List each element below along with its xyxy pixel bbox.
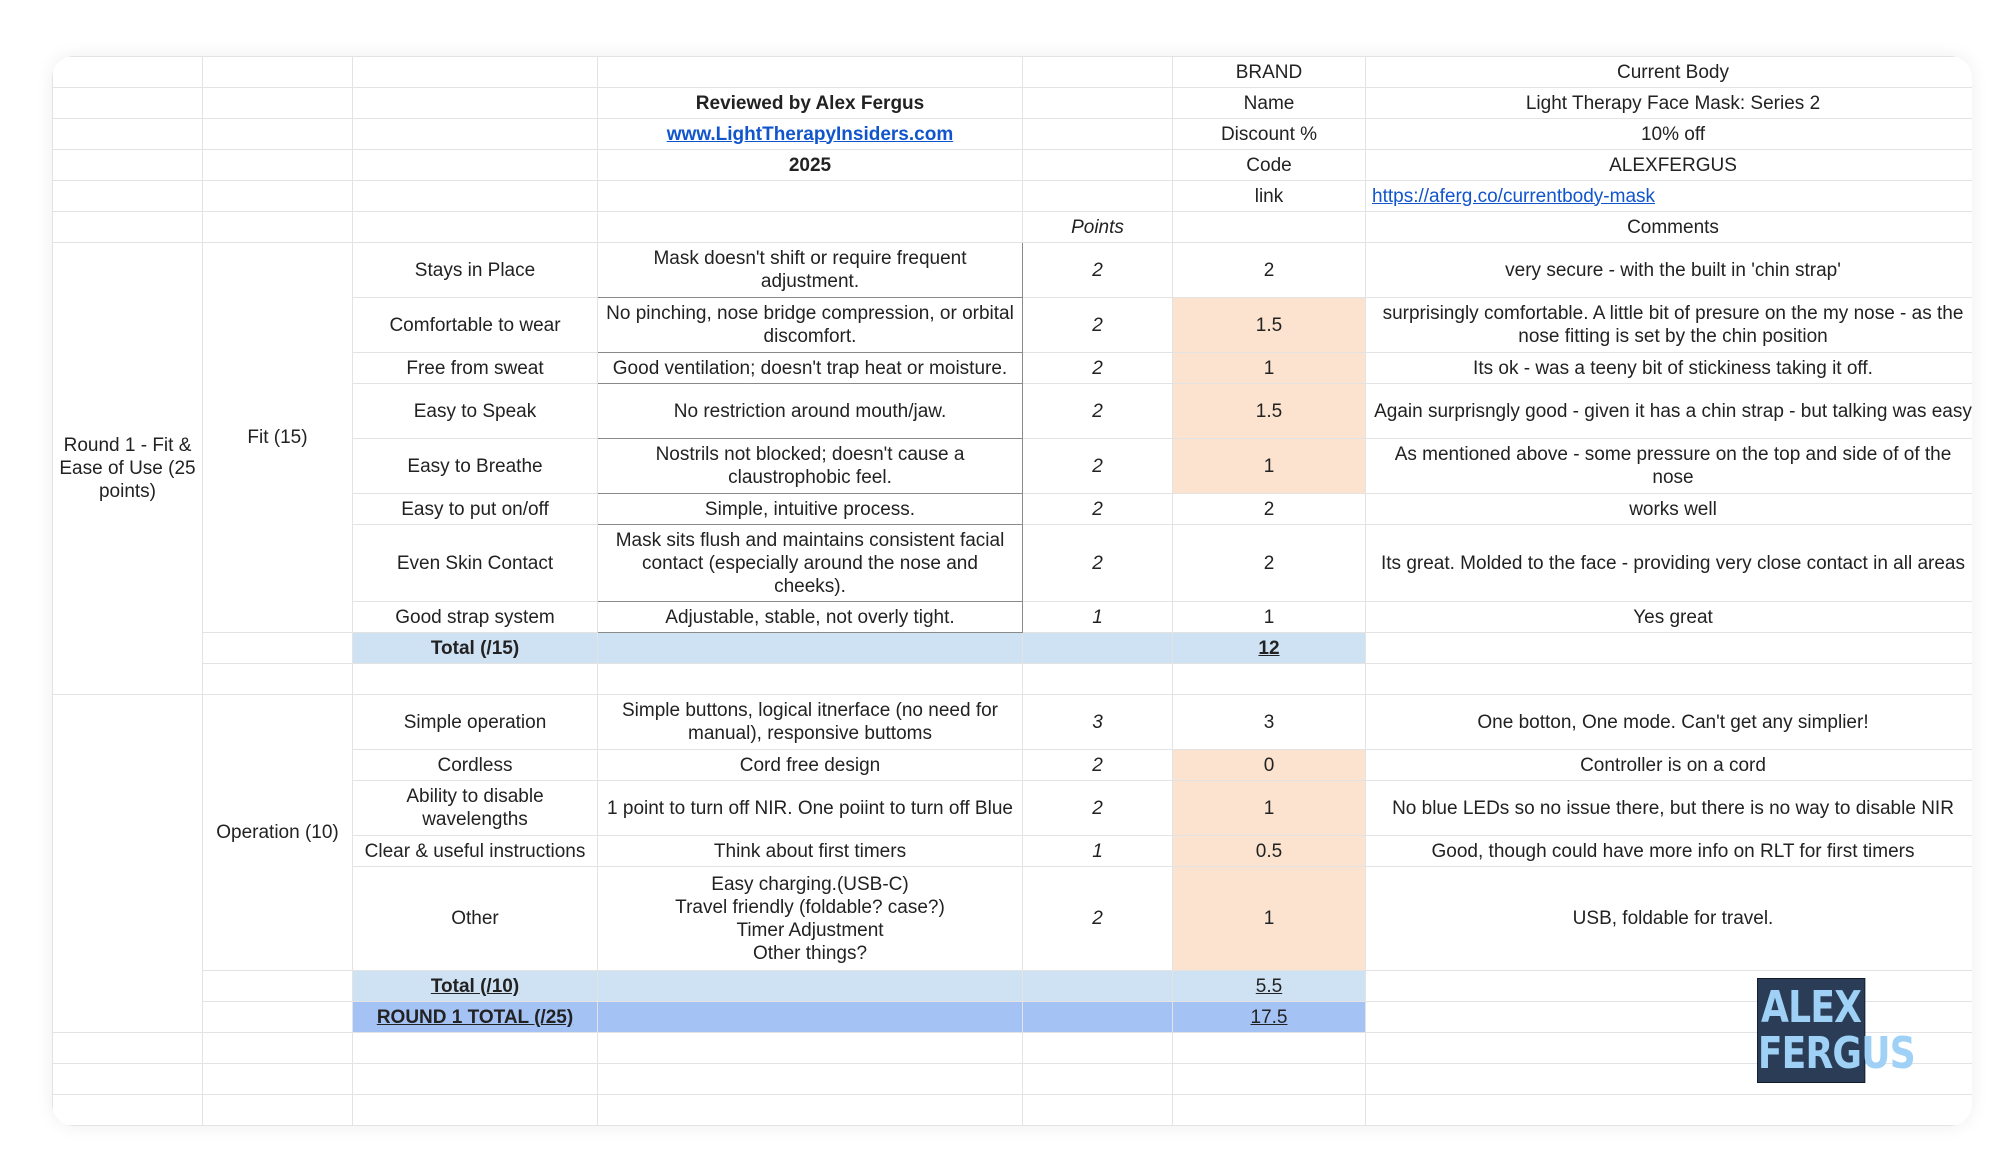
- scorecard-grid: [52, 56, 1972, 1126]
- description[interactable]: Think about first timers: [598, 836, 1023, 867]
- header-row-brand: [53, 57, 1973, 88]
- comment[interactable]: surprisingly comfortable. A little bit of presure on the my nose - as the nose fitting is set by the chin position: [1366, 298, 1973, 353]
- description[interactable]: Mask doesn't shift or require frequent adjustment.: [598, 243, 1023, 298]
- link-label[interactable]: link: [1173, 181, 1366, 212]
- score[interactable]: 1.5: [1173, 384, 1366, 439]
- comment[interactable]: Yes great: [1366, 602, 1973, 633]
- table-row: [53, 695, 1973, 750]
- header-row-discount: [53, 119, 1973, 150]
- max-points[interactable]: 3: [1023, 695, 1173, 750]
- max-points[interactable]: 2: [1023, 353, 1173, 384]
- comment[interactable]: USB, foldable for travel.: [1366, 867, 1973, 971]
- score[interactable]: 1.5: [1173, 298, 1366, 353]
- discount-value[interactable]: 10% off: [1366, 119, 1973, 150]
- code-value[interactable]: ALEXFERGUS: [1366, 150, 1973, 181]
- score[interactable]: 2: [1173, 243, 1366, 298]
- criterion[interactable]: Cordless: [353, 750, 598, 781]
- criterion[interactable]: Comfortable to wear: [353, 298, 598, 353]
- fit-total-row: [53, 633, 1973, 664]
- comment[interactable]: Good, though could have more info on RLT for first timers: [1366, 836, 1973, 867]
- code-label[interactable]: Code: [1173, 150, 1366, 181]
- criterion[interactable]: Easy to Speak: [353, 384, 598, 439]
- max-points[interactable]: 2: [1023, 298, 1173, 353]
- score[interactable]: 0: [1173, 750, 1366, 781]
- comment[interactable]: No blue LEDs so no issue there, but there is no way to disable NIR: [1366, 781, 1973, 836]
- max-points[interactable]: 2: [1023, 781, 1173, 836]
- fit-total-value[interactable]: 12: [1173, 633, 1366, 664]
- affiliate-link[interactable]: https://aferg.co/currentbody-mask: [1372, 185, 1656, 207]
- empty-row: [53, 1064, 1973, 1095]
- description[interactable]: Nostrils not blocked; doesn't cause a claustrophobic feel.: [598, 439, 1023, 494]
- comment[interactable]: Its great. Molded to the face - providing very close contact in all areas: [1366, 525, 1973, 602]
- score[interactable]: 1: [1173, 439, 1366, 494]
- reviewed-by[interactable]: Reviewed by Alex Fergus: [598, 88, 1023, 119]
- description[interactable]: No restriction around mouth/jaw.: [598, 384, 1023, 439]
- comment[interactable]: Its ok - was a teeny bit of stickiness taking it off.: [1366, 353, 1973, 384]
- max-points[interactable]: 2: [1023, 867, 1173, 971]
- header-row-link: [53, 181, 1973, 212]
- description[interactable]: Mask sits flush and maintains consistent facial contact (especially around the nose and cheeks).: [598, 525, 1023, 602]
- logo-line-1: ALEX: [1761, 981, 1862, 1033]
- header-row-code: [53, 150, 1973, 181]
- name-label[interactable]: Name: [1173, 88, 1366, 119]
- description[interactable]: Good ventilation; doesn't trap heat or moisture.: [598, 353, 1023, 384]
- description[interactable]: Adjustable, stable, not overly tight.: [598, 602, 1023, 633]
- criterion[interactable]: Even Skin Contact: [353, 525, 598, 602]
- max-points[interactable]: 2: [1023, 243, 1173, 298]
- round-total-row: [53, 1002, 1973, 1033]
- spreadsheet-card: [52, 56, 1972, 1126]
- description[interactable]: 1 point to turn off NIR. One poiint to turn off Blue: [598, 781, 1023, 836]
- score[interactable]: 2: [1173, 525, 1366, 602]
- empty-row: [53, 1095, 1973, 1126]
- criterion[interactable]: Other: [353, 867, 598, 971]
- score[interactable]: 1: [1173, 602, 1366, 633]
- fit-category-label[interactable]: Fit (15): [203, 243, 353, 633]
- description[interactable]: No pinching, nose bridge compression, or orbital discomfort.: [598, 298, 1023, 353]
- fit-total-label[interactable]: Total (/15): [353, 633, 598, 664]
- max-points[interactable]: 1: [1023, 836, 1173, 867]
- criterion[interactable]: Ability to disable wavelengths: [353, 781, 598, 836]
- description[interactable]: Simple buttons, logical itnerface (no need for manual), responsive buttoms: [598, 695, 1023, 750]
- operation-total-value[interactable]: 5.5: [1173, 971, 1366, 1002]
- round-total-label[interactable]: ROUND 1 TOTAL (/25): [353, 1002, 598, 1033]
- max-points[interactable]: 2: [1023, 750, 1173, 781]
- criterion[interactable]: Simple operation: [353, 695, 598, 750]
- score[interactable]: 3: [1173, 695, 1366, 750]
- max-points[interactable]: 2: [1023, 439, 1173, 494]
- alex-fergus-logo: [1757, 978, 1915, 1083]
- score[interactable]: 0.5: [1173, 836, 1366, 867]
- comments-column-header[interactable]: Comments: [1366, 212, 1973, 243]
- empty-row: [53, 1033, 1973, 1064]
- comment[interactable]: One botton, One mode. Can't get any simplier!: [1366, 695, 1973, 750]
- max-points[interactable]: 2: [1023, 525, 1173, 602]
- spacer-row: [53, 664, 1973, 695]
- operation-total-row: [53, 971, 1973, 1002]
- score[interactable]: 1: [1173, 353, 1366, 384]
- operation-category-label[interactable]: Operation (10): [203, 695, 353, 971]
- brand-label[interactable]: BRAND: [1173, 57, 1366, 88]
- round-label[interactable]: Round 1 - Fit & Ease of Use (25 points): [53, 243, 203, 695]
- score[interactable]: 1: [1173, 867, 1366, 971]
- discount-label[interactable]: Discount %: [1173, 119, 1366, 150]
- description[interactable]: Simple, intuitive process.: [598, 494, 1023, 525]
- criterion[interactable]: Stays in Place: [353, 243, 598, 298]
- table-row: [53, 243, 1973, 298]
- brand-value[interactable]: Current Body: [1366, 57, 1973, 88]
- max-points[interactable]: 1: [1023, 602, 1173, 633]
- points-column-header[interactable]: Points: [1023, 212, 1173, 243]
- header-row-name: [53, 88, 1973, 119]
- name-value[interactable]: Light Therapy Face Mask: Series 2: [1366, 88, 1973, 119]
- criterion[interactable]: Good strap system: [353, 602, 598, 633]
- criterion[interactable]: Clear & useful instructions: [353, 836, 598, 867]
- description[interactable]: Easy charging.(USB-C) Travel friendly (foldable? case?) Timer Adjustment Other things?: [598, 867, 1023, 971]
- criterion[interactable]: Free from sweat: [353, 353, 598, 384]
- score[interactable]: 2: [1173, 494, 1366, 525]
- criterion[interactable]: Easy to Breathe: [353, 439, 598, 494]
- header-row-columns: [53, 212, 1973, 243]
- review-year[interactable]: 2025: [598, 150, 1023, 181]
- site-link[interactable]: www.LightTherapyInsiders.com: [598, 119, 1023, 150]
- max-points[interactable]: 2: [1023, 384, 1173, 439]
- round-total-value[interactable]: 17.5: [1173, 1002, 1366, 1033]
- comment[interactable]: very secure - with the built in 'chin strap': [1366, 243, 1973, 298]
- comment[interactable]: works well: [1366, 494, 1973, 525]
- score[interactable]: 1: [1173, 781, 1366, 836]
- logo-line-2: FERGUS: [1757, 1027, 1915, 1079]
- max-points[interactable]: 2: [1023, 494, 1173, 525]
- comment[interactable]: Controller is on a cord: [1366, 750, 1973, 781]
- criterion[interactable]: Easy to put on/off: [353, 494, 598, 525]
- operation-total-label[interactable]: Total (/10): [353, 971, 598, 1002]
- empty-row: [53, 1126, 1973, 1127]
- description[interactable]: Cord free design: [598, 750, 1023, 781]
- comment[interactable]: As mentioned above - some pressure on the top and side of of the nose: [1366, 439, 1973, 494]
- comment[interactable]: Again surprisngly good - given it has a chin strap - but talking was easy: [1366, 384, 1973, 439]
